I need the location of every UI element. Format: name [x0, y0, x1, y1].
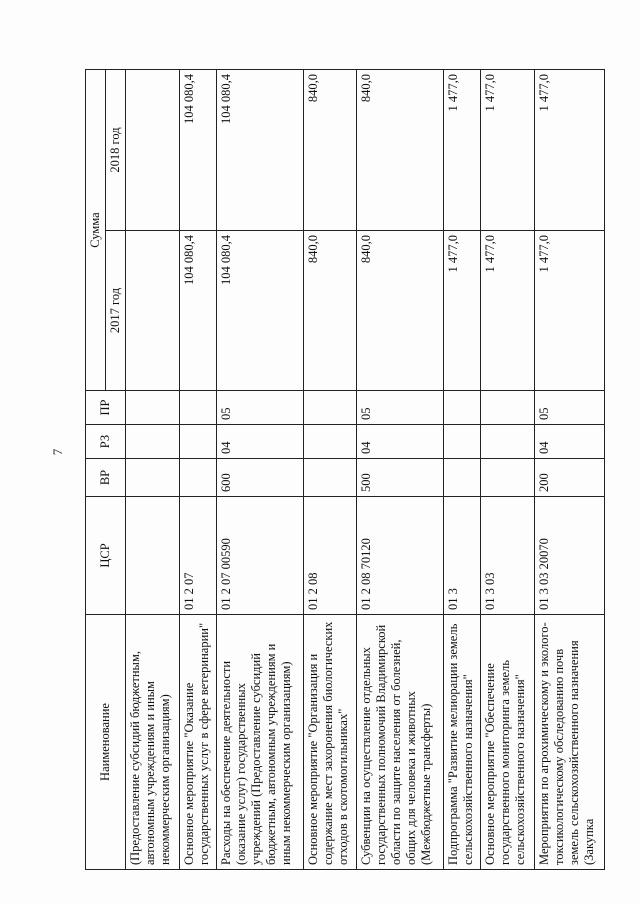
cell-2018: 840,0 — [357, 70, 443, 231]
cell-pr — [126, 391, 180, 425]
cell-csr: 01 2 08 70120 — [357, 497, 443, 615]
cell-name: Расходы на обеспечение деятельности (оказание услуг) государственных учреждений (Предоставление субсидий бюджетным, автономным учреждениям и иным некоммерческим организациям) — [217, 615, 303, 870]
cell-pr: 05 — [535, 391, 605, 425]
cell-csr: 01 3 03 — [481, 497, 535, 615]
cell-2017: 840,0 — [303, 231, 357, 391]
table-row — [303, 70, 357, 870]
header-2017: 2017 год — [106, 231, 126, 391]
cell-pr — [303, 391, 357, 425]
budget-table — [85, 69, 605, 870]
header-rz: РЗ — [86, 425, 126, 459]
header-name: Наименование — [86, 615, 126, 870]
header-2018: 2018 год — [106, 70, 126, 231]
cell-2018: 1 477,0 — [481, 70, 535, 231]
page-number: 7 — [50, 448, 65, 456]
cell-rz — [443, 425, 481, 459]
cell-pr — [481, 391, 535, 425]
cell-2018: 1 477,0 — [443, 70, 481, 231]
cell-name: Подпрограмма "Развитие мелиорации земель сельскохозяйственного назначения" — [443, 615, 481, 870]
cell-2018: 104 080,4 — [217, 70, 303, 231]
cell-vr — [303, 459, 357, 497]
cell-pr: 05 — [217, 391, 303, 425]
header-pr: ПР — [86, 391, 126, 425]
table-body — [126, 70, 605, 870]
cell-2017: 1 477,0 — [481, 231, 535, 391]
table-row — [535, 70, 605, 870]
cell-csr: 01 2 07 00590 — [217, 497, 303, 615]
cell-vr — [481, 459, 535, 497]
cell-rz — [481, 425, 535, 459]
cell-vr: 600 — [217, 459, 303, 497]
cell-2017: 1 477,0 — [443, 231, 481, 391]
cell-csr: 01 2 07 — [179, 497, 217, 615]
cell-2018: 1 477,0 — [535, 70, 605, 231]
header-sum: Сумма — [86, 70, 106, 391]
budget-table-rotated — [85, 70, 605, 870]
cell-vr — [126, 459, 180, 497]
cell-pr: 05 — [357, 391, 443, 425]
cell-rz: 04 — [535, 425, 605, 459]
cell-csr: 01 3 — [443, 497, 481, 615]
cell-2017 — [126, 231, 180, 391]
cell-pr — [179, 391, 217, 425]
cell-vr: 200 — [535, 459, 605, 497]
table-row — [443, 70, 481, 870]
cell-vr — [443, 459, 481, 497]
cell-vr: 500 — [357, 459, 443, 497]
cell-rz — [303, 425, 357, 459]
table-row — [126, 70, 180, 870]
table-header-row — [86, 70, 106, 870]
table-row — [217, 70, 303, 870]
cell-csr — [126, 497, 180, 615]
cell-csr: 01 3 03 20070 — [535, 497, 605, 615]
table-row — [481, 70, 535, 870]
cell-2018: 840,0 — [303, 70, 357, 231]
cell-vr — [179, 459, 217, 497]
header-csr: ЦСР — [86, 497, 126, 615]
cell-2017: 1 477,0 — [535, 231, 605, 391]
cell-name: Субвенции на осуществление отдельных государственных полномочий Владимирской области по защите населения от болезней, общих для человека и животных (Межбюджетные трансферты) — [357, 615, 443, 870]
cell-2018: 104 080,4 — [179, 70, 217, 231]
cell-csr: 01 2 08 — [303, 497, 357, 615]
cell-name: Основное мероприятие "Обеспечение государственного мониторинга земель сельскохозяйственного назначения" — [481, 615, 535, 870]
cell-name: Основное мероприятие "Организация и содержание мест захоронения биологических отходов в скотомогильниках" — [303, 615, 357, 870]
cell-2017: 104 080,4 — [179, 231, 217, 391]
cell-rz — [179, 425, 217, 459]
cell-rz — [126, 425, 180, 459]
cell-2017: 840,0 — [357, 231, 443, 391]
cell-name: Основное мероприятие "Оказание государственных услуг в сфере ветеринарии" — [179, 615, 217, 870]
table-row — [357, 70, 443, 870]
cell-rz: 04 — [217, 425, 303, 459]
cell-pr — [443, 391, 481, 425]
cell-name: (Предоставление субсидий бюджетным, автономным учреждениям и иным некоммерческим организациям) — [126, 615, 180, 870]
cell-2017: 104 080,4 — [217, 231, 303, 391]
cell-name: Мероприятия по агрохимическому и эколого-токсикологическому обследованию почв земель сельскохозяйственного назначения (Закупка — [535, 615, 605, 870]
cell-rz: 04 — [357, 425, 443, 459]
table-row — [179, 70, 217, 870]
header-vr: ВР — [86, 459, 126, 497]
cell-2018 — [126, 70, 180, 231]
